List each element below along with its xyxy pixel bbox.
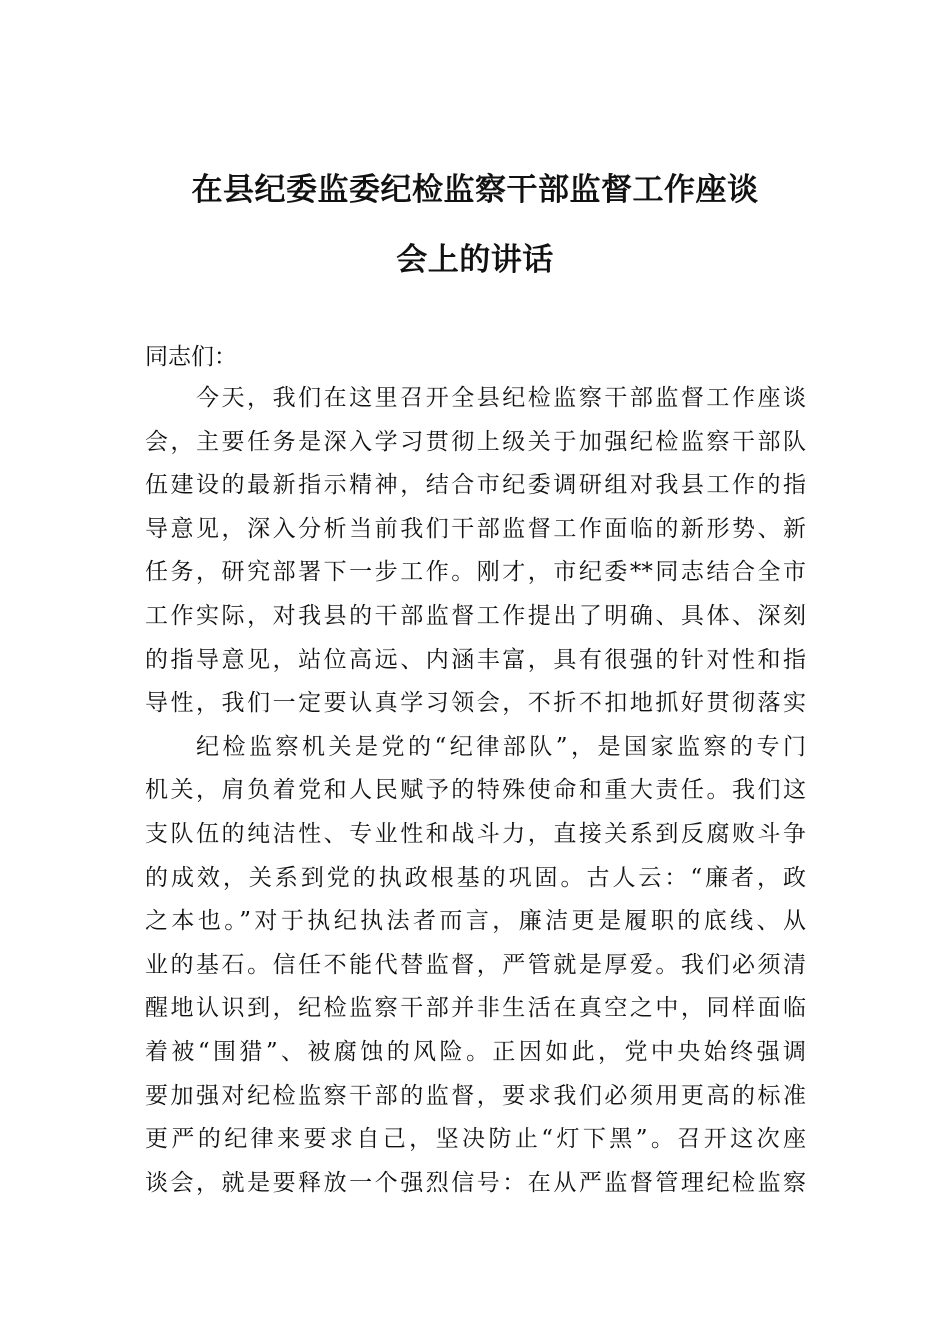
document-title-line-1: 在县纪委监委纪检监察干部监督工作座谈 <box>191 172 759 208</box>
paragraph-line: 今天，我们在这里召开全县纪检监察干部监督工作座谈 <box>196 385 806 411</box>
paragraph-line: 更严的纪律来要求自己，坚决防止“灯下黑”。召开这次座 <box>145 1126 806 1153</box>
paragraph-line: 的指导意见，站位高远、内涵丰富，具有很强的针对性和指 <box>145 646 806 673</box>
paragraph-line: 之本也。”对于执纪执法者而言，廉洁更是履职的底线、从 <box>145 908 806 935</box>
paragraph <box>145 377 806 726</box>
paragraph-line: 要加强对纪检监察干部的监督，要求我们必须用更高的标准 <box>145 1082 806 1109</box>
document-body <box>145 377 806 1205</box>
paragraph-line: 纪检监察机关是党的“纪律部队”，是国家监察的专门 <box>196 733 806 760</box>
paragraph-line: 的成效，关系到党的执政根基的巩固。古人云：“廉者，政 <box>145 864 806 891</box>
paragraph <box>145 726 806 1206</box>
document-title-line-2: 会上的讲话 <box>396 242 554 278</box>
paragraph-line: 伍建设的最新指示精神，结合市纪委调研组对我县工作的指 <box>145 472 806 499</box>
paragraph-line: 醒地认识到，纪检监察干部并非生活在真空之中，同样面临 <box>145 995 806 1022</box>
paragraph-line: 谈会，就是要释放一个强烈信号：在从严监督管理纪检监察 <box>145 1169 806 1196</box>
paragraph-line: 业的基石。信任不能代替监督，严管就是厚爱。我们必须清 <box>145 951 806 978</box>
paragraph-line: 导意见，深入分析当前我们干部监督工作面临的新形势、新 <box>145 515 806 542</box>
paragraph-line: 工作实际，对我县的干部监督工作提出了明确、具体、深刻 <box>145 602 806 629</box>
paragraph-line: 任务，研究部署下一步工作。刚才，市纪委**同志结合全市 <box>145 559 806 586</box>
paragraph-line: 机关，肩负着党和人民赋予的特殊使命和重大责任。我们这 <box>145 777 806 804</box>
paragraph-line: 着被“围猎”、被腐蚀的风险。正因如此，党中央始终强调 <box>145 1038 806 1065</box>
salutation: 同志们： <box>145 344 237 370</box>
paragraph-line: 导性，我们一定要认真学习领会，不折不扣地抓好贯彻落实 <box>145 690 806 717</box>
paragraph-line: 会，主要任务是深入学习贯彻上级关于加强纪检监察干部队 <box>145 428 806 455</box>
paragraph-line: 支队伍的纯洁性、专业性和战斗力，直接关系到反腐败斗争 <box>145 820 806 847</box>
